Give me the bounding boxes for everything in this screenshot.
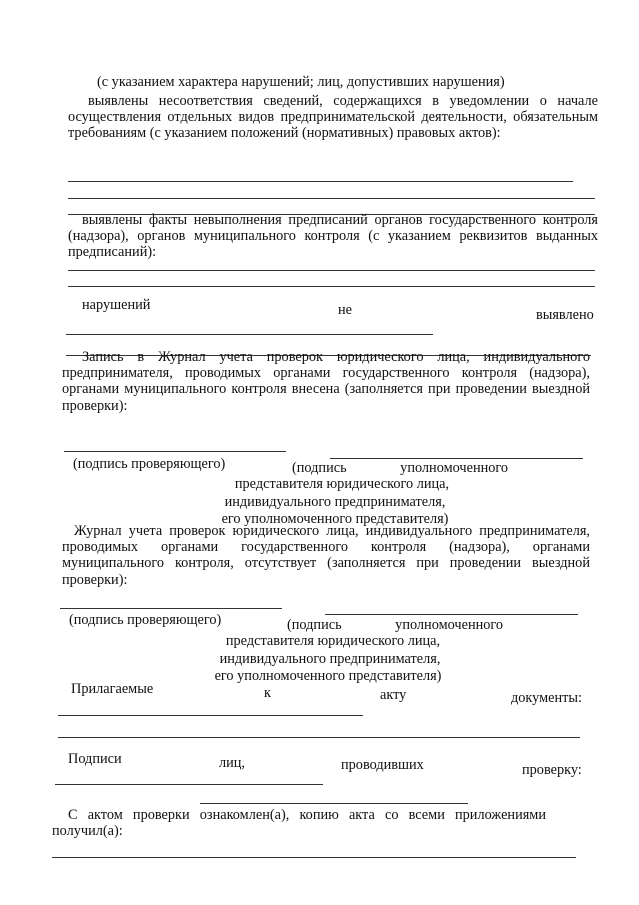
signatures-word-3: проводивших	[341, 757, 424, 773]
representative-caption-line-3: индивидуального предпринимателя,	[219, 651, 441, 667]
attachments-word-3: акту	[380, 687, 407, 703]
representative-caption-line-1: (подпись уполномоченного	[287, 617, 504, 633]
no-violations-word-3: выявлено	[536, 307, 594, 323]
inspector-signature-caption: (подпись проверяющего)	[69, 612, 222, 628]
representative-caption-line-4: его уполномоченного представителя)	[214, 668, 442, 684]
journal-entry-paragraph: Запись в Журнал учета проверок юридического лица, индивидуального предпринимателя, проводимых органами государственного контроля (надзора), органами муниципального контроля внесена (заполняется при проведении выездной проверки):	[62, 349, 590, 414]
fill-line	[68, 270, 595, 271]
inspector-signature-line	[64, 451, 286, 452]
fill-line	[200, 803, 468, 804]
orders-paragraph: выявлены факты невыполнения предписаний органов государственного контроля (надзора), органов муниципального контроля (с указанием реквизитов выданных предписаний):	[68, 212, 598, 261]
attachments-word-2: к	[264, 685, 271, 701]
inspector-signature-caption: (подпись проверяющего)	[73, 456, 226, 472]
fill-line	[68, 198, 595, 199]
representative-caption-line-3: индивидуального предпринимателя,	[224, 494, 446, 510]
fill-line	[52, 857, 576, 858]
fill-line	[68, 286, 595, 287]
fill-line	[58, 715, 363, 716]
violations-note: (с указанием характера нарушений; лиц, допустивших нарушения)	[97, 74, 505, 90]
fill-line	[68, 181, 573, 182]
signatures-word-1: Подписи	[68, 751, 122, 767]
fill-line	[55, 784, 323, 785]
signatures-word-4: проверку:	[522, 762, 582, 778]
fill-line	[66, 334, 433, 335]
acquainted-paragraph: С актом проверки ознакомлен(а), копию акта со всеми приложениями получил(а):	[52, 807, 546, 840]
mismatch-paragraph: выявлены несоответствия сведений, содержащихся в уведомлении о начале осуществления отдельных видов предпринимательской деятельности, обязательным требованиям (с указанием положений (нормативных) правовых актов):	[68, 93, 598, 142]
representative-signature-line	[325, 614, 578, 615]
no-violations-word-1: нарушений	[82, 297, 151, 313]
representative-signature-line	[330, 458, 583, 459]
fill-line	[58, 737, 580, 738]
signatures-word-2: лиц,	[219, 755, 246, 771]
representative-caption-line-2: представителя юридического лица,	[225, 633, 441, 649]
attachments-word-4: документы:	[511, 690, 582, 706]
representative-caption-line-1: (подпись уполномоченного	[292, 460, 509, 476]
journal-absent-paragraph: Журнал учета проверок юридического лица, индивидуального предпринимателя, проводимых органами государственного контроля (надзора), органами муниципального контроля, отсутствует (заполняется при проведении выездной проверки):	[62, 523, 590, 588]
attachments-word-1: Прилагаемые	[71, 681, 154, 697]
representative-caption-line-4: его уполномоченного представителя)	[221, 511, 449, 527]
representative-caption-line-2: представителя юридического лица,	[234, 476, 450, 492]
no-violations-word-2: не	[338, 302, 352, 318]
inspector-signature-line	[60, 608, 282, 609]
